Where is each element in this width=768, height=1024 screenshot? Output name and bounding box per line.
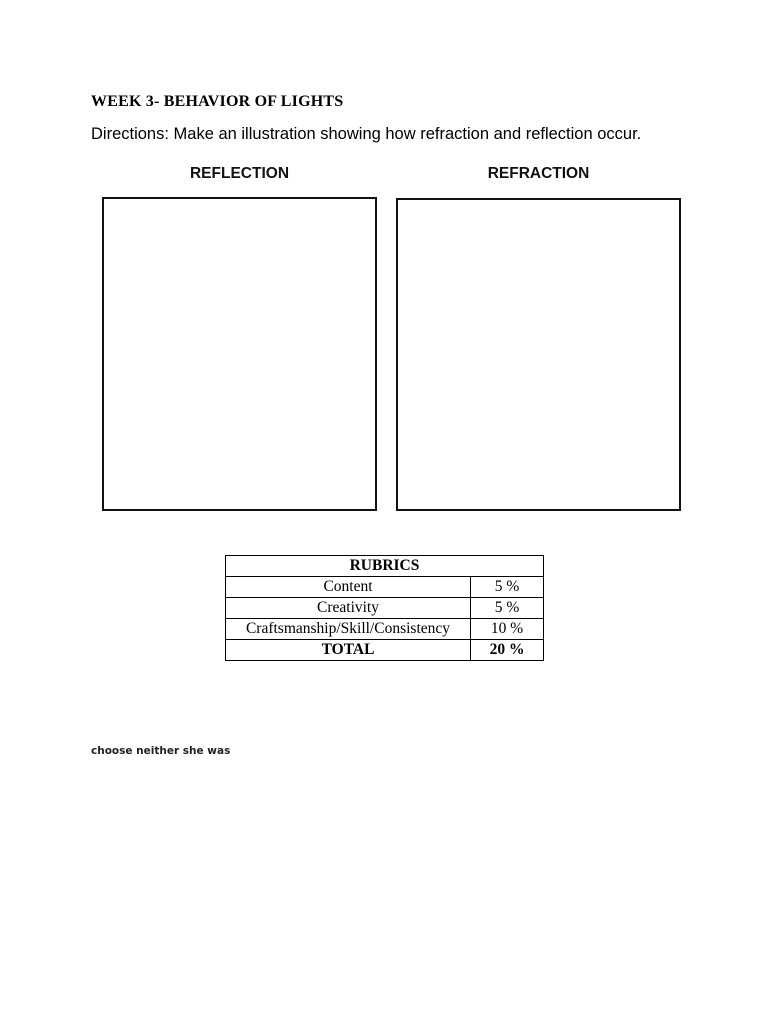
weight-cell: 5 % [471,577,544,598]
total-row [226,640,544,661]
rubrics-header-row [226,556,544,577]
table-row [226,577,544,598]
reflection-drawing-box [102,197,377,511]
criterion-cell: Craftsmanship/Skill/Consistency [226,619,471,640]
weight-cell: 5 % [471,598,544,619]
refraction-drawing-box [396,198,681,511]
rubrics-title: RUBRICS [226,556,544,577]
table-row [226,619,544,640]
table-row [226,598,544,619]
total-value: 20 % [471,640,544,661]
page-title: WEEK 3- BEHAVIOR OF LIGHTS [91,93,344,110]
weight-cell: 10 % [471,619,544,640]
total-label: TOTAL [226,640,471,661]
rubrics-table [225,555,544,661]
directions-text: Directions: Make an illustration showing how refraction and reflection occur. [91,125,642,143]
reflection-label: REFLECTION [189,165,290,182]
criterion-cell: Creativity [226,598,471,619]
refraction-label: REFRACTION [487,165,590,182]
footer-note: choose neither she was [91,745,231,757]
criterion-cell: Content [226,577,471,598]
